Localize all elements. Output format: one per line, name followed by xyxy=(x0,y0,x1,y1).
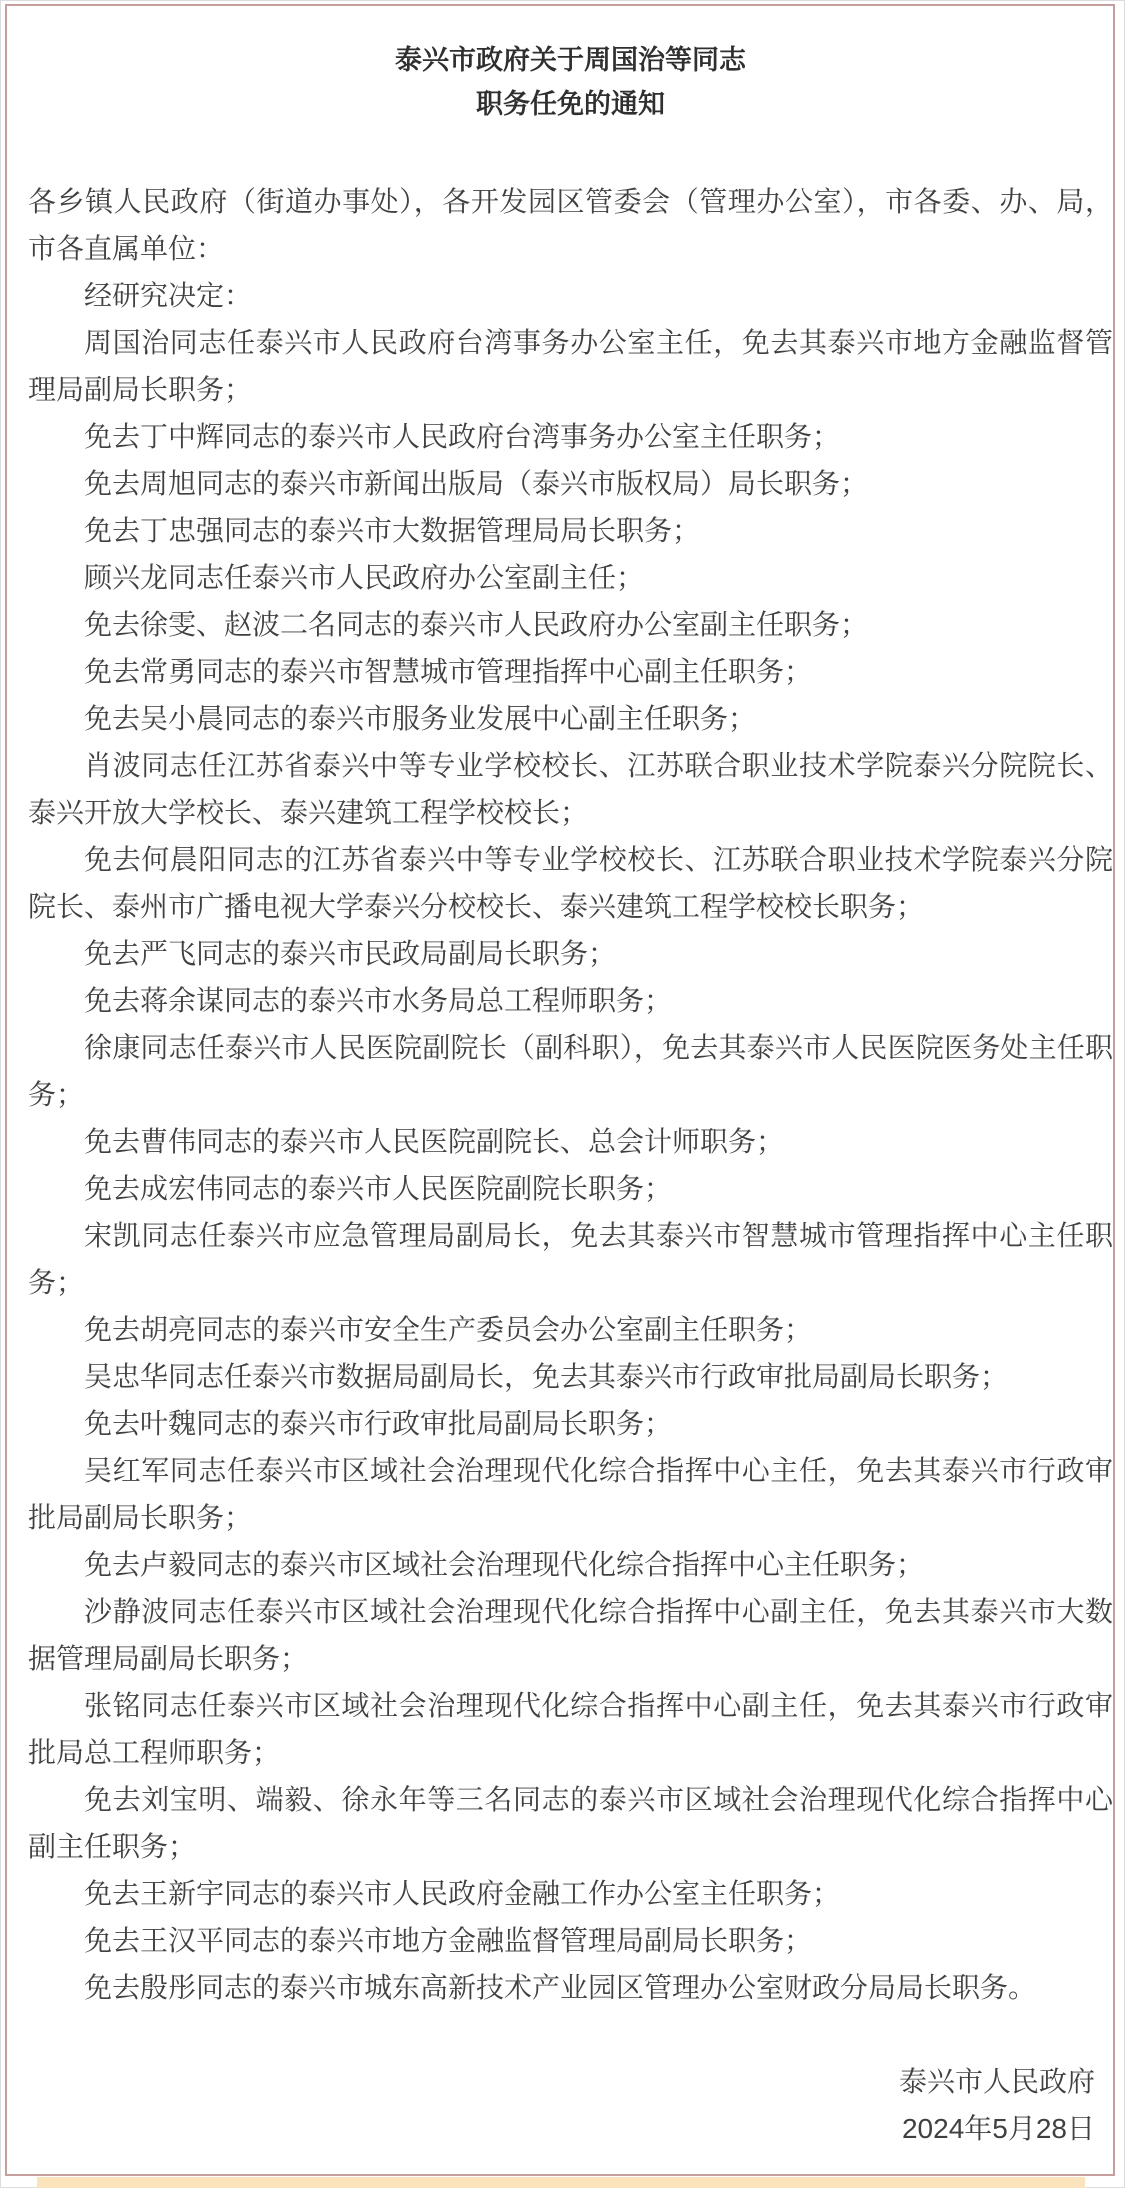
notice-paragraph: 吴红军同志任泰兴市区域社会治理现代化综合指挥中心主任，免去其泰兴市行政审批局副局长职务； xyxy=(28,1455,1113,1533)
notice-paragraph: 免去徐雯、赵波二名同志的泰兴市人民政府办公室副主任职务； xyxy=(84,609,869,640)
notice-paragraph: 张铭同志任泰兴市区域社会治理现代化综合指挥中心副主任，免去其泰兴市行政审批局总工程师职务； xyxy=(28,1690,1113,1768)
notice-paragraph: 免去刘宝明、端毅、徐永年等三名同志的泰兴市区域社会治理现代化综合指挥中心副主任职务； xyxy=(28,1784,1113,1862)
notice-paragraph: 免去王汉平同志的泰兴市地方金融监督管理局副局长职务； xyxy=(84,1925,813,1956)
notice-paragraph: 肖波同志任江苏省泰兴中等专业学校校长、江苏联合职业技术学院泰兴分院院长、泰兴开放大学校长、泰兴建筑工程学校校长； xyxy=(28,750,1113,828)
notice-paragraph: 徐康同志任泰兴市人民医院副院长（副科职），免去其泰兴市人民医院医务处主任职务； xyxy=(28,1032,1113,1110)
issuer-name: 泰兴市人民政府 xyxy=(898,2066,1095,2097)
salutation: 各乡镇人民政府（街道办事处），各开发园区管委会（管理办公室），市各委、办、局，市各直属单位： xyxy=(28,186,1113,264)
notice-paragraph: 沙静波同志任泰兴市区域社会治理现代化综合指挥中心副主任，免去其泰兴市大数据管理局副局长职务； xyxy=(28,1596,1113,1674)
notice-paragraph: 免去叶魏同志的泰兴市行政审批局副局长职务； xyxy=(84,1408,673,1439)
notice-paragraph: 免去何晨阳同志的江苏省泰兴中等专业学校校长、江苏联合职业技术学院泰兴分院院长、泰州市广播电视大学泰兴分校校长、泰兴建筑工程学校校长职务； xyxy=(28,844,1113,922)
notice-paragraph: 免去王新宇同志的泰兴市人民政府金融工作办公室主任职务； xyxy=(84,1878,841,1909)
notice-card xyxy=(5,4,1115,2176)
issue-date: 2024年5月28日 xyxy=(901,2113,1095,2144)
footer-strip xyxy=(37,2177,1085,2188)
notice-paragraph: 免去胡亮同志的泰兴市安全生产委员会办公室副主任职务； xyxy=(84,1314,813,1345)
paragraph-list xyxy=(28,272,1113,2011)
notice-paragraph: 免去周旭同志的泰兴市新闻出版局（泰兴市版权局）局长职务； xyxy=(84,468,869,499)
notice-title-line-2: 职务任免的通知 xyxy=(476,89,665,119)
notice-paragraph: 免去丁中辉同志的泰兴市人民政府台湾事务办公室主任职务； xyxy=(84,421,841,452)
notice-paragraph: 免去曹伟同志的泰兴市人民医院副院长、总会计师职务； xyxy=(84,1126,785,1157)
notice-paragraph: 吴忠华同志任泰兴市数据局副局长，免去其泰兴市行政审批局副局长职务； xyxy=(84,1361,1009,1392)
notice-paragraph: 免去殷彤同志的泰兴市城东高新技术产业园区管理办公室财政分局局长职务。 xyxy=(84,1972,1037,2003)
signature-block xyxy=(28,2058,1113,2152)
notice-paragraph: 宋凯同志任泰兴市应急管理局副局长，免去其泰兴市智慧城市管理指挥中心主任职务； xyxy=(28,1220,1113,1298)
notice-paragraph: 免去严飞同志的泰兴市民政局副局长职务； xyxy=(84,938,617,969)
notice-paragraph: 免去蒋余谋同志的泰兴市水务局总工程师职务； xyxy=(84,985,673,1016)
notice-body xyxy=(28,178,1113,2152)
notice-paragraph: 免去丁忠强同志的泰兴市大数据管理局局长职务； xyxy=(84,515,701,546)
notice-paragraph: 免去吴小晨同志的泰兴市服务业发展中心副主任职务； xyxy=(84,703,757,734)
notice-paragraph: 免去成宏伟同志的泰兴市人民医院副院长职务； xyxy=(84,1173,673,1204)
notice-paragraph: 周国治同志任泰兴市人民政府台湾事务办公室主任，免去其泰兴市地方金融监督管理局副局长职务； xyxy=(28,327,1113,405)
notice-paragraph: 经研究决定： xyxy=(84,280,253,311)
notice-title xyxy=(28,38,1113,126)
notice-paragraph: 免去卢毅同志的泰兴市区域社会治理现代化综合指挥中心主任职务； xyxy=(84,1549,925,1580)
notice-title-line-1: 泰兴市政府关于周国治等同志 xyxy=(395,45,746,75)
notice-paragraph: 顾兴龙同志任泰兴市人民政府办公室副主任； xyxy=(84,562,645,593)
notice-paragraph: 免去常勇同志的泰兴市智慧城市管理指挥中心副主任职务； xyxy=(84,656,813,687)
